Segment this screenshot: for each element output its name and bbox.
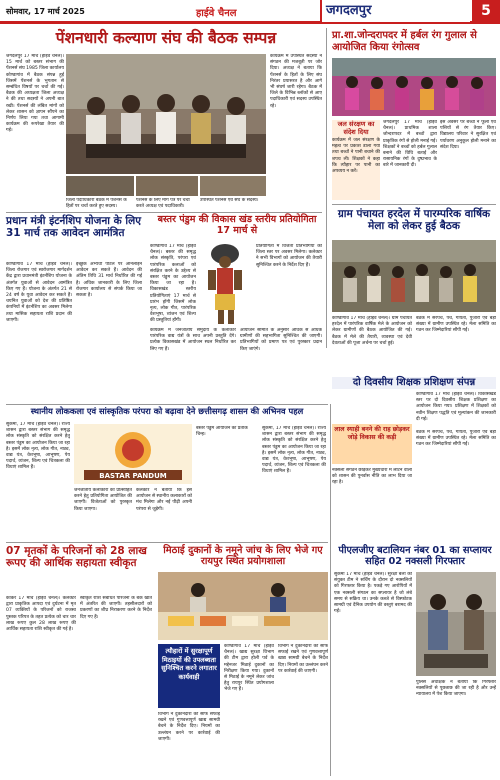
- divider: [6, 542, 328, 543]
- divider: [332, 204, 496, 205]
- paper-name: हाईवे चैनल: [196, 8, 237, 19]
- naxal-headline: पीएलजीए बटालियन नंबर 01 का सप्लायर सहित 02 नक्सली गिरफ्तार: [338, 545, 492, 568]
- mithai-body-3: विभाग ने दुकानदारों को साफ सफाई रखने एवं गुणवत्तापूर्ण खाद्य सामग्री बेचने के निर्देश दिए। नियमों का उल्लंघन करने पर कार्रवाई की जाएगी।: [158, 712, 220, 742]
- naxal-side-box: [332, 424, 412, 464]
- internship-body-2: इच्छुक अभ्यर्थी पोर्टल पर ऑनलाइन आवेदन कर सकते हैं। आवेदन की अंतिम तिथि 31 मार्च निर्धारित की गई है। अधिक जानकारी के लिए जिला रोजगार कार्यालय से संपर्क किया जा सकता है।: [76, 262, 142, 299]
- bastar-body: कोण्डागांव 17 मार्च (हाईवे चैनल)। बस्तर की समृद्ध लोक संस्कृति, परंपरा एवं पारंपरिक कलाओं को संरक्षित करने के उद्देश्य से बस्तर पंडुम का आयोजन किया जा रहा है। विकासखंड स्तरीय प्रतियोगिताएं 17 मार्च से प्रारंभ होंगी जिसमें लोक नृत्य, लोक गीत, पारंपरिक वेशभूषा, व्यंजन एवं शिल्प की प्रस्तुतियां होंगी।: [150, 244, 196, 324]
- pension-photo-main: [66, 54, 266, 174]
- bastar-headline: बस्तर पंडुम की विकास खंड स्तरीय प्रतियोगिता 17 मार्च से: [157, 214, 317, 236]
- bastar-pandum-logo: [74, 424, 192, 484]
- gram-body: कोण्डागांव 17 मार्च (हाईवे चैनल)। ग्राम पंचायत हरदेल में पारंपरिक वार्षिक मेले के आयोजन को लेकर ग्रामीणों की बैठक आयोजित की गई। बैठक में मेले की तैयारी, व्यवस्था एवं देवी देवताओं की पूजा अर्चना पर चर्चा हुई।: [332, 316, 412, 346]
- holi-headline: प्रा.शा.जोन्दरापदर में हर्बल रंग गुलाल से आयोजित किया रंगोत्सव: [332, 30, 477, 53]
- naxal-body-2: पुलिस अधीक्षक ने बताया कि गिरफ्तार नक्सलियों से पूछताछ की जा रही है और उन्हें न्यायालय में पेश किया जाएगा।: [416, 680, 496, 698]
- sanskriti-logo: [74, 424, 192, 484]
- bastar-body-2: प्रतियोगिता में विजेता प्रतिभागियों को जिला स्तर पर अवसर मिलेगा। कलेक्टर ने सभी विभागों को आयोजन की तैयारी सुनिश्चित करने के निर्देश दिए हैं।: [256, 244, 322, 268]
- gram-body-2: बैठक में सरपंच, पंच, गायता, पुजारी एवं बड़ी संख्या में ग्रामीण उपस्थित रहे। मेला समिति का गठन कर जिम्मेदारियां सौंपी गईं।: [416, 316, 496, 334]
- mritak-body-2: स्वीकृत राशि संबंधित परिजनों के बैंक खाते में अंतरित की जाएगी। तहसीलदारों को प्रकरणों का शीघ्र निराकरण करने के निर्देश दिए गए हैं।: [80, 596, 152, 620]
- divider: [330, 404, 331, 776]
- holi-subhead: जल संरक्षण का संदेश दिया: [337, 120, 375, 136]
- page-number: 5: [472, 0, 500, 22]
- village-meeting-photo: [332, 240, 496, 312]
- sanskriti-headline: स्थानीय लोककला एवं सांस्कृतिक परंपरा को बढ़ावा देने छत्तीसगढ़ शासन की अभिनव पहल: [30, 406, 304, 416]
- divider: [6, 212, 322, 213]
- gram-headline: ग्राम पंचायत हरदेल में पारम्परिक वार्षिक मेला को लेकर हुई बैठक: [337, 208, 491, 233]
- divider: [6, 404, 328, 405]
- teacher-headline: दो दिवसीय शिक्षक प्रशिक्षण संपन्न: [332, 377, 496, 389]
- sanskriti-body-4: सुकमा, 17 मार्च (हाईवे चैनल)। राज्य शासन द्वारा बस्तर संभाग की समृद्ध लोक संस्कृति को संरक्षित करने हेतु बस्तर पंडुम का आयोजन किया जा रहा है। इसमें लोक नृत्य, लोक गीत, नाट्य, वाद्य यंत्र, वेशभूषा, आभूषण, पेय पदार्थ, व्यंजन, शिल्प एवं चित्रकला की विधाएं शामिल हैं।: [262, 426, 326, 475]
- naxal-photo: [416, 572, 496, 676]
- internship-body: कोण्डागांव 17 मार्च (हाईवे चैनल)। जिला रोजगार एवं स्वरोजगार मार्गदर्शन केंद्र द्वारा प्रधानमंत्री इंटर्नशिप योजना के अंतर्गत युवाओं से आवेदन आमंत्रित किए गए हैं। योजना के अंतर्गत 21 से 24 वर्ष के युवा आवेदन कर सकते हैं। चयनित युवाओं को देश की प्रतिष्ठित कंपनियों में इंटर्नशिप का अवसर मिलेगा तथा मासिक सहायता राशि प्रदान की जाएगी।: [6, 262, 72, 323]
- holi-photo: [332, 58, 496, 116]
- bastar-body-3: कार्यक्रम में जनजातीय समुदाय के कलाकार पारंपरिक वाद्य यंत्रों के साथ अपनी प्रस्तुति देंगे। प्रत्येक विकासखंड में आयोजन स्थल निर्धारित कर लिए गए हैं।: [150, 328, 236, 352]
- naxal-body: सुकमा 17 मार्च (हाईवे चैनल)। सुरक्षा बलों की संयुक्त टीम ने सर्चिंग के दौरान दो नक्सलियों को गिरफ्तार किया है। पकड़े गए आरोपियों में एक नक्सली संगठन का सप्लायर है जो लंबे समय से सक्रिय था। उनके कब्जे से विस्फोटक सामग्री एवं दैनिक उपयोग की वस्तुएं बरामद की गईं।: [334, 572, 412, 615]
- naxal-side-body-2: बैठक में सरपंच, पंच, गायता, पुजारी एवं बड़ी संख्या में ग्रामीण उपस्थित रहे। मेला समिति का गठन कर जिम्मेदारियां सौंपी गईं।: [416, 430, 496, 448]
- pension-photo-1: [66, 176, 134, 196]
- pension-body-right: कार्यक्रम में उपस्थित सदस्यों ने संगठन की मजबूती पर जोर दिया। अध्यक्ष ने बताया कि पेंशनर्स के हितों के लिए संघ निरंतर प्रयासरत है और आगे भी संघर्ष जारी रहेगा। बैठक में जिले के विभिन्न ब्लॉकों से आए पदाधिकारी एवं सदस्य उपस्थित रहे।: [270, 54, 322, 109]
- pension-photo-3: [200, 176, 266, 196]
- mithai-body: कोण्डागांव 17 मार्च (हाईवे चैनल)। खाद्य सुरक्षा विभाग की टीम द्वारा होली पर्व के मद्देनजर मिठाई दुकानों का निरीक्षण किया गया। दुकानों से मिठाई के नमूने लेकर जांच हेतु रायपुर स्थित प्रयोगशाला भेजे गए हैं।: [224, 644, 274, 693]
- sanskriti-body-2: जनजातीय कलाकारों को प्रोत्साहित करने हेतु प्रतियोगिता आयोजित की जाएगी। विजेताओं को पुरस्कृत किया जाएगा।: [74, 488, 132, 512]
- sanskriti-body: सुकमा, 17 मार्च (हाईवे चैनल)। राज्य शासन द्वारा बस्तर संभाग की समृद्ध लोक संस्कृति को संरक्षित करने हेतु बस्तर पंडुम का आयोजन किया जा रहा है। इसमें लोक नृत्य, लोक गीत, नाट्य, वाद्य यंत्र, वेशभूषा, आभूषण, पेय पदार्थ, व्यंजन, शिल्प एवं चित्रकला की विधाएं शामिल हैं।: [6, 422, 70, 471]
- logo-lettering: BASTAR PANDUM: [99, 472, 167, 480]
- naxal-side-headline: लाल स्याही बनने की राह छोड़कर जोड़े विकास की कड़ी: [334, 426, 410, 441]
- arrested-persons-photo: [416, 572, 496, 676]
- pension-caption-3: उपस्थित पेंशनर्स एवं संघ के सदस्य।: [200, 198, 259, 203]
- tribal-dancer-figure: [198, 240, 252, 326]
- naxal-side-body: नक्सली संगठन छोड़कर मुख्यधारा में लौटने वालों को शासन की पुनर्वास नीति का लाभ दिया जा रहा है।: [332, 468, 412, 486]
- children-holi-photo: [332, 58, 496, 116]
- sanskriti-body-3: कलेक्टर ने बताया कि इस आयोजन से स्थानीय कलाकारों को मंच मिलेगा और नई पीढ़ी अपनी परंपरा से जुड़ेगी।: [136, 488, 192, 512]
- holi-body-2: इस अवसर पर बच्चों ने फूलों एवं पत्तियों से रंग तैयार किए। विद्यालय परिवार ने सुरक्षित एवं पर्यावरण अनुकूल होली मनाने का संदेश दिया।: [440, 120, 496, 150]
- mithai-headline: मिठाई दुकानों के नमूने जांच के लिए भेजे गए रायपुर स्थित प्रयोगशाला: [163, 545, 323, 568]
- city-section: जगदलपुर: [320, 0, 470, 22]
- mritak-headline: 07 मृतकों के परिजनों को 28 लाख रूपए की आर्थिक सहायता स्वीकृत: [6, 545, 147, 570]
- pension-photo-2: [136, 176, 198, 196]
- mritak-body: कांकेर 17 मार्च (हाईवे चैनल)। कलेक्टर द्वारा प्राकृतिक आपदा एवं दुर्घटना में मृत 07 व्यक्तियों के परिजनों को राजस्व पुस्तक परिपत्र के तहत प्रत्येक को चार चार लाख रूपए कुल 28 लाख रूपए की आर्थिक सहायता राशि स्वीकृत की गई है।: [6, 596, 76, 633]
- mithai-photo: [158, 572, 328, 640]
- pension-caption-1: जिला पदाधिकारी बैठक में पेंशनर्स के हितों पर चर्चा करते हुए सदस्य।: [66, 198, 127, 209]
- teacher-body: कोण्डागांव 17 मार्च (हाईवे चैनल)। विकासखंड स्तर पर दो दिवसीय शिक्षक प्रशिक्षण का आयोजन किया गया। प्रशिक्षण में शिक्षकों को नवीन शिक्षण पद्धति एवं मूल्यांकन की जानकारी दी गई।: [416, 392, 496, 422]
- mithai-inset-box: [158, 644, 220, 708]
- pension-caption-2: पेंशनर्स के लिए मांग पत्र पर चर्चा करते अध्यक्ष एवं पदाधिकारी।: [136, 198, 190, 209]
- sanskriti-caption: बस्तर पंडुम आयोजन का प्रतीक चिन्ह।: [196, 426, 248, 437]
- gram-photo: [332, 240, 496, 312]
- holi-sub-box: जल संरक्षण का संदेश दिया कार्यक्रम में जल संरक्षण के महत्व पर प्रकाश डाला गया तथा बच्चों ने पानी बचाने की शपथ ली। शिक्षकों ने कहा कि त्यौहार पर पानी का अपव्यय न करें।: [332, 120, 380, 200]
- pension-headline: पेंशनधारी कल्याण संघ की बैठक सम्पन्न: [55, 29, 277, 47]
- issue-date: सोमवार, 17 मार्च 2025: [6, 7, 85, 16]
- sweet-shop-inspection-photo: [158, 572, 328, 640]
- masthead: [0, 0, 500, 24]
- mithai-inset-text: त्यौहारों में सुरक्षापूर्ण मिठाइयों की उपलब्धता सुनिश्चित करने लगातार कार्यवाही: [161, 647, 217, 681]
- mithai-body-2: विभाग ने दुकानदारों को साफ सफाई रखने एवं गुणवत्तापूर्ण खाद्य सामग्री बेचने के निर्देश दिए। नियमों का उल्लंघन करने पर कार्रवाई की जाएगी।: [278, 644, 328, 674]
- divider: [326, 28, 327, 348]
- photo-meeting-group: [66, 54, 266, 174]
- bastar-body-4: आयोजन समिति के अनुसार अधिक से अधिक ग्रामीणों की सहभागिता सुनिश्चित की जाएगी। प्रतिभागियों को प्रमाण पत्र एवं पुरस्कार प्रदान किए जाएंगे।: [240, 328, 322, 352]
- bastar-figure: [198, 240, 252, 326]
- internship-headline: प्रधान मंत्री इंटर्नशिप योजना के लिए 31 मार्च तक आवेदन आमंत्रित: [6, 215, 142, 240]
- pension-body: जगदलपुर 17 मार्च (हाईवे चैनल)। 15 मार्च को बस्तर संभाग की पेंशनर्स संघ 1985 जिला कार्यालय कोण्डागांव में बैठक संपन्न हुई जिसमें पेंशनर्स के भुगतान से सम्बंधित विषयों पर चर्चा की गई। बैठक की अध्यक्षता जिला अध्यक्ष ने की तथा सदस्यों ने अपनी बात रखी। पेंशनर्स की लंबित मांगों को लेकर शासन को ज्ञापन सौंपने का निर्णय लिया गया तथा आगामी कार्यक्रम की रूपरेखा तैयार की गई।: [6, 54, 64, 134]
- holi-body: जगदलपुर 17 मार्च (हाईवे चैनल)। प्राथमिक शाला जोन्दरापदर में बच्चों द्वारा प्राकृतिक रंगों से होली मनाई गई। शिक्षकों ने बच्चों को हर्बल गुलाल बनाने की विधि बताई और रासायनिक रंगों के दुष्प्रभाव के बारे में जानकारी दी।: [383, 120, 437, 169]
